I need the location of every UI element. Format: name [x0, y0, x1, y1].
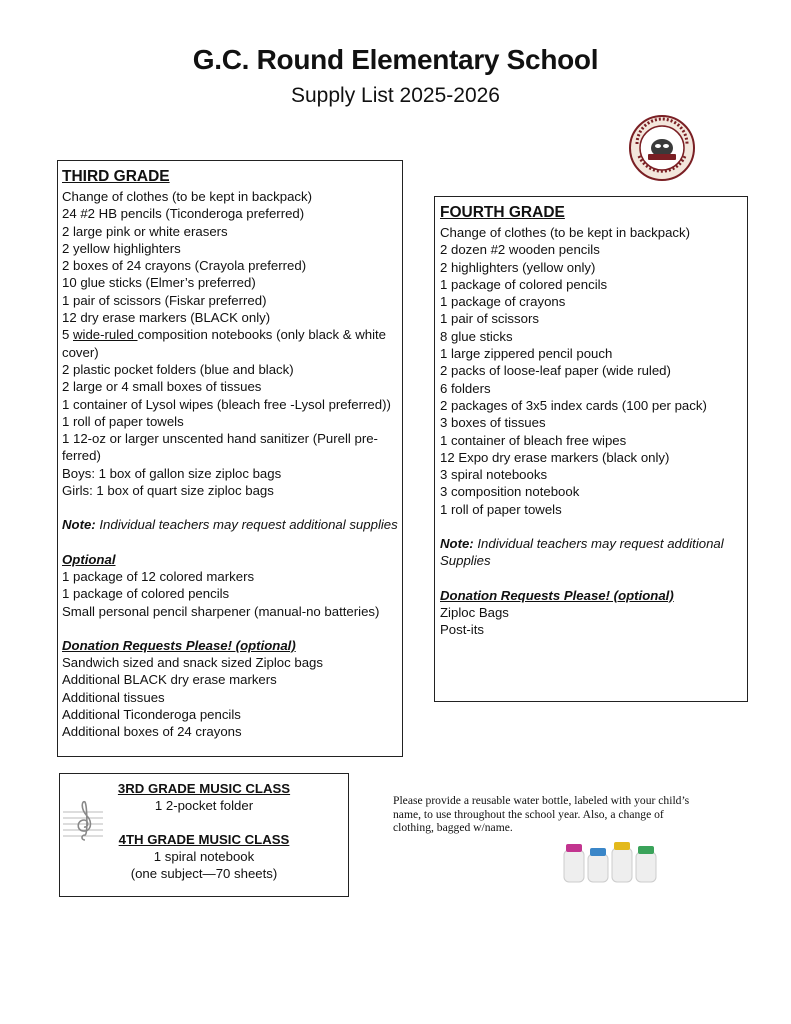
- note-text: Individual teachers may request additional supplies: [95, 517, 398, 533]
- list-item: (one subject—70 sheets): [130, 866, 278, 881]
- list-item: 12 dry erase markers (BLACK only): [62, 310, 271, 326]
- fourth-grade-list: [434, 196, 748, 702]
- list-item: 2 boxes of 24 crayons (Crayola preferred): [62, 258, 307, 274]
- donation-heading: Donation Requests Please! (optional): [440, 587, 674, 603]
- list-item: 2 highlighters (yellow only): [440, 259, 596, 275]
- list-item: 1 package of 12 colored markers: [62, 568, 255, 584]
- list-item: 6 folders: [440, 380, 491, 396]
- list-item: 1 large zippered pencil pouch: [440, 346, 613, 362]
- notebook-desc: composition notebooks (only black & white cover): [62, 327, 387, 360]
- list-item: Sandwich sized and snack sized Ziploc bags: [62, 655, 323, 671]
- list-item: Additional BLACK dry erase markers: [62, 672, 277, 688]
- list-item: 1 container of bleach free wipes: [440, 432, 627, 448]
- treble-clef-icon: [63, 798, 103, 842]
- fourth-grade-heading: FOURTH GRADE: [440, 204, 565, 221]
- list-item: 3 composition notebook: [440, 484, 580, 500]
- list-item: 1 package of colored pencils: [440, 276, 608, 292]
- water-bottles-icon: [560, 840, 664, 884]
- page-title: G.C. Round Elementary School: [192, 44, 599, 75]
- note-label: Note:: [440, 536, 474, 552]
- teacher-note: [62, 516, 398, 533]
- list-item-notebooks: [62, 326, 398, 361]
- list-item: 2 plastic pocket folders (blue and black): [62, 361, 294, 377]
- list-item: 12 Expo dry erase markers (black only): [440, 449, 670, 465]
- list-item: 1 pair of scissors: [440, 311, 539, 327]
- list-item: 10 glue sticks (Elmer’s preferred): [62, 275, 256, 291]
- list-item: Girls: 1 box of quart size ziploc bags: [62, 483, 274, 499]
- list-item: 1 package of crayons: [440, 294, 566, 310]
- third-music-heading: 3RD GRADE MUSIC CLASS: [117, 781, 291, 796]
- list-item: 1 roll of paper towels: [440, 501, 562, 517]
- list-item: Additional boxes of 24 crayons: [62, 724, 242, 740]
- list-item: Post-its: [440, 622, 484, 638]
- fourth-music-heading: 4TH GRADE MUSIC CLASS: [118, 832, 290, 847]
- list-item: Additional Ticonderoga pencils: [62, 707, 241, 723]
- list-item: 3 boxes of tissues: [440, 415, 546, 431]
- list-item: 2 large pink or white erasers: [62, 223, 228, 239]
- list-item: Boys: 1 box of gallon size ziploc bags: [62, 465, 282, 481]
- list-item: 2 packs of loose-leaf paper (wide ruled): [440, 363, 671, 379]
- list-item: 3 spiral notebooks: [440, 467, 548, 483]
- page-subtitle: Supply List 2025-2026: [291, 84, 500, 107]
- donation-heading: Donation Requests Please! (optional): [62, 637, 296, 653]
- third-grade-heading: THIRD GRADE: [62, 168, 170, 185]
- list-item: 1 pair of scissors (Fiskar preferred): [62, 292, 267, 308]
- list-item: Change of clothes (to be kept in backpack): [62, 189, 312, 204]
- notebook-count: 5: [62, 327, 73, 343]
- list-item: 2 dozen #2 wooden pencils: [440, 242, 600, 258]
- list-item: 1 spiral notebook: [153, 849, 255, 864]
- list-item: Additional tissues: [62, 689, 165, 705]
- music-class-box: [59, 773, 349, 897]
- teacher-note: [440, 535, 743, 570]
- optional-heading: Optional: [62, 551, 116, 567]
- list-item: 2 yellow highlighters: [62, 240, 181, 256]
- list-item: 1 package of colored pencils: [62, 586, 230, 602]
- note-text: Individual teachers may request additional Supplies: [440, 536, 724, 569]
- list-item: 1 roll of paper towels: [62, 413, 184, 429]
- list-item: 8 glue sticks: [440, 328, 513, 344]
- school-seal-logo: [628, 114, 696, 182]
- third-grade-list: [57, 160, 403, 757]
- list-item: 2 packages of 3x5 index cards (100 per pack): [440, 397, 707, 413]
- list-item: 24 #2 HB pencils (Ticonderoga preferred): [62, 206, 305, 222]
- note-label: Note:: [62, 517, 96, 533]
- list-item: Ziploc Bags: [440, 604, 509, 620]
- list-item: 1 2-pocket folder: [154, 798, 254, 813]
- list-item: 1 container of Lysol wipes (bleach free -Lysol preferred)): [62, 396, 391, 412]
- list-item: Small personal pencil sharpener (manual-no batteries): [62, 603, 380, 619]
- list-item: Change of clothes (to be kept in backpack): [440, 225, 690, 240]
- list-item: 2 large or 4 small boxes of tissues: [62, 379, 262, 395]
- wide-ruled-underlined: wide-ruled: [73, 327, 138, 343]
- water-bottle-note: Please provide a reusable water bottle, labeled with your child’s name, to use throughout the school year. Also, a change of clothing, bagged w/name.: [393, 794, 690, 835]
- list-item-sanitizer: 1 12-oz or larger unscented hand sanitizer (Purell pre-ferred): [62, 431, 378, 464]
